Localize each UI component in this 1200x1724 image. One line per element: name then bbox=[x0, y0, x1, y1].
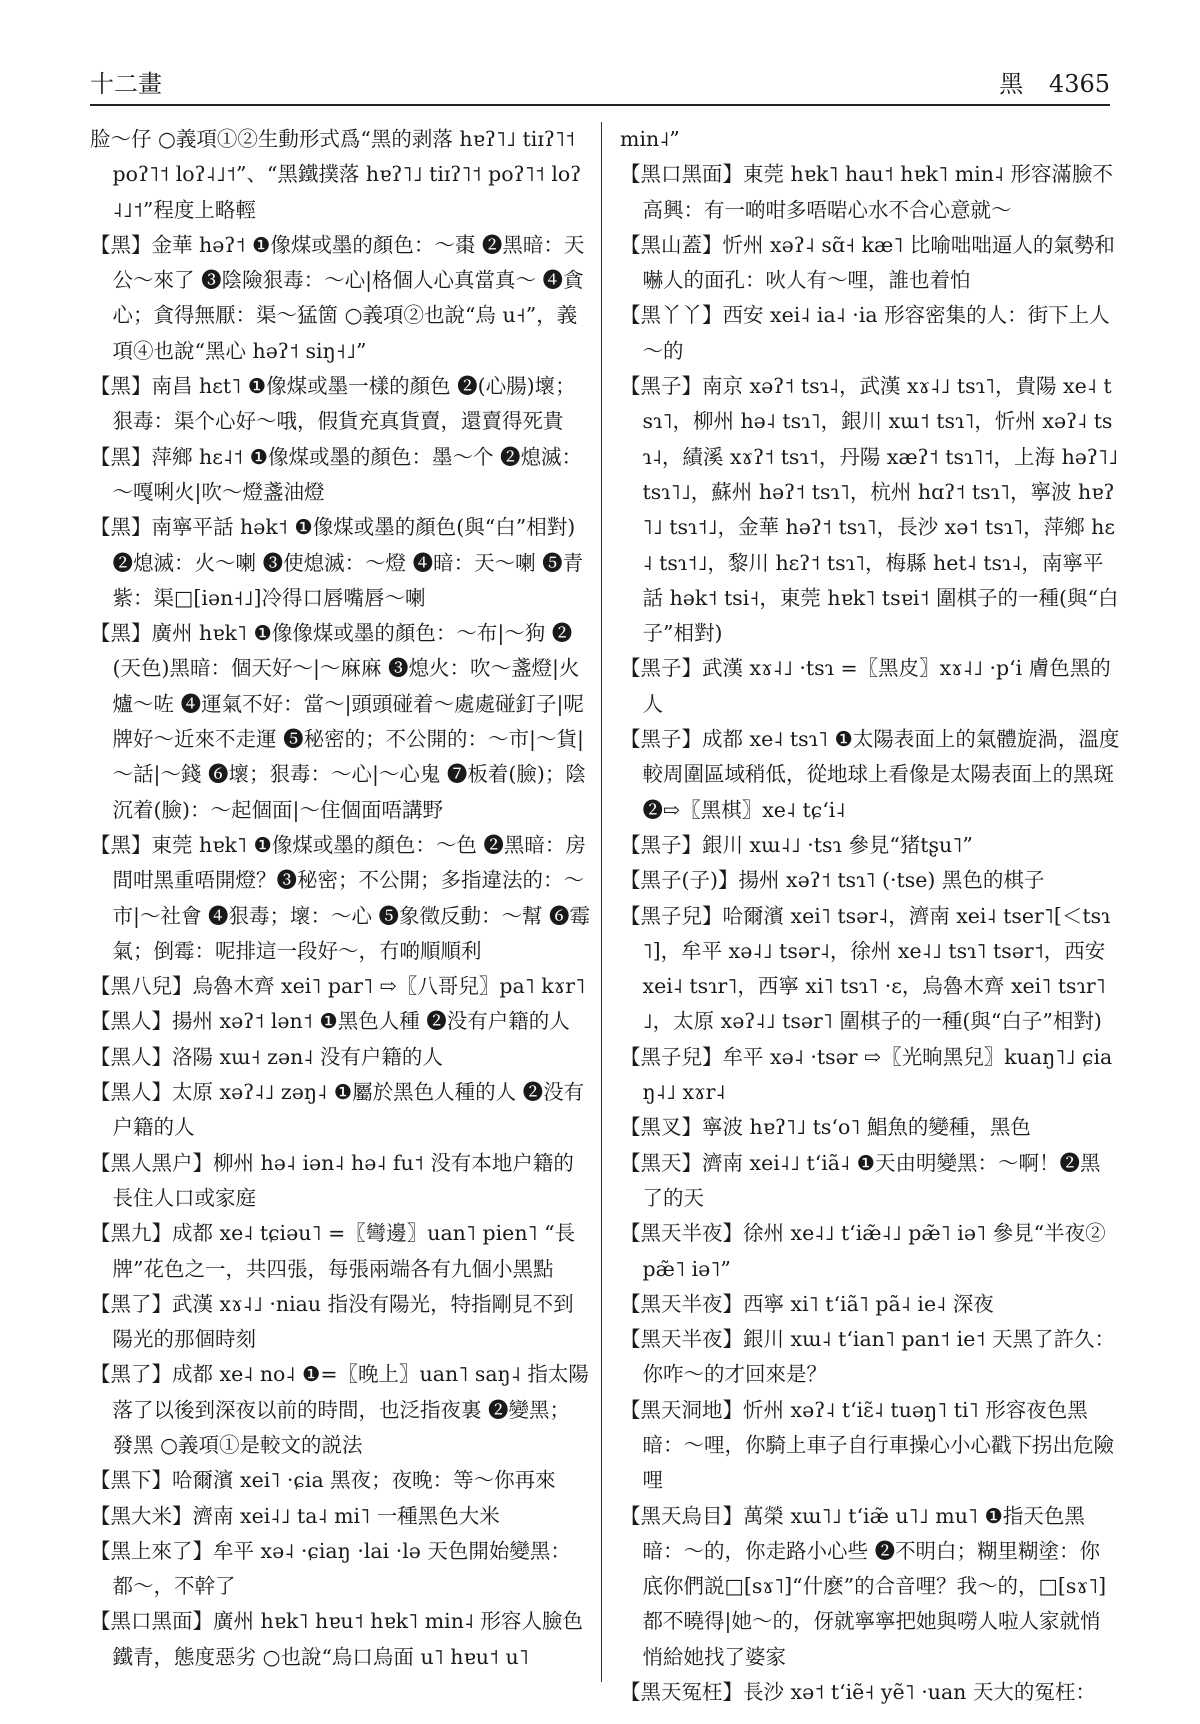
dictionary-entry: 【黑】東莞 hɐk˥ ❶像煤或墨的顏色：～色 ❷黑暗：房間咁黑重唔開燈？❸秘密；不公開；多指違法的：～市|～社會 ❹狠毒；壞：～心 ❺象徵反動：～幫 ❻霉氣；倒霉：呢排這一段好～，冇啲順順利 bbox=[90, 832, 591, 963]
section-title: 十二畫 bbox=[90, 70, 162, 98]
dictionary-entry: 【黑人】太原 xəʔ˨˩ zəŋ˨ ❶屬於黑色人種的人 ❷没有户籍的人 bbox=[90, 1080, 585, 1140]
headword: 黑 bbox=[999, 70, 1024, 98]
dictionary-entry: 【黑人】洛陽 xɯ˧ zən˨ 没有户籍的人 bbox=[90, 1044, 443, 1069]
dictionary-entry: 【黑】金華 həʔ˦ ❶像煤或墨的顏色：～棗 ❷黑暗：天公～來了 ❸陰險狠毒：～心|格個人心真當真～ ❹貪心；貪得無厭：渠～猛箇 ○義項②也說“烏 u˧”，義項④也說“黑心 həʔ˦ siŋ˧˩” bbox=[90, 232, 585, 363]
dictionary-entry: 【黑了】成都 xe˨ no˨ ❶=〖晚上〗uan˥ saŋ˨ 指太陽落了以後到深夜以前的時間，也泛指夜裏 ❷變黑；發黑 ○義項①是較文的説法 bbox=[90, 1362, 589, 1457]
column-divider bbox=[601, 122, 602, 1682]
dictionary-entry: 【黑叉】寧波 hɐʔ˥˩ tsʻo˥ 鯧魚的變種，黑色 bbox=[620, 1115, 1031, 1140]
dictionary-entry: 【黑子兒】哈爾濱 xei˥ tsər˨，濟南 xei˨ tser˥[＜tsɿ˥]，牟平 xə˨˩ tsər˨，徐州 xe˨˩ tsɿ˥ tsər˦，西安 xei˨ tsɿr˥，西寧 xi˥ tsɿ˥ ·ɛ，烏魯木齊 xei˥ tsɿr˥˩，太原 xəʔ˨˩ tsər˥ 圍棋子的一種(與“白子”相對) bbox=[620, 903, 1111, 1034]
dictionary-entry: 【黑口黑面】東莞 hɐk˥ hau˦ hɐk˥ min˨ 形容滿臉不高興：有一啲咁多唔啱心水不合心意就～ bbox=[620, 162, 1114, 222]
page-number: 4365 bbox=[1048, 70, 1110, 98]
dictionary-entry: min˨” bbox=[620, 127, 680, 151]
dictionary-entry: 【黑子(子)】揚州 xəʔ˦ tsɿ˥ (·tse) 黑色的棋子 bbox=[620, 868, 1045, 893]
dictionary-entry: 【黑下】哈爾濱 xei˥ ·ɕia 黑夜；夜晚：等～你再來 bbox=[90, 1468, 556, 1493]
dictionary-entry: 【黑】廣州 hɐk˥ ❶像像煤或墨的顏色：～布|～狗 ❷(天色)黑暗：個天好～|～麻麻 ❸熄火：吹～盞燈|火爐～咗 ❹運氣不好：當～|頭頭碰着～處處碰釘子|呢牌好～近來不走運 ❺秘密的；不公開的：～市|～貨|～話|～錢 ❻壞；狠毒：～心|～心鬼 ❼板着(臉)；陰沉着(臉)：～起個面|～住個面唔講野 bbox=[90, 621, 586, 822]
dictionary-entry: 【黑上來了】牟平 xə˨ ·ɕiaŋ ·lai ·lə 天色開始變黑：都～，不幹了 bbox=[90, 1538, 571, 1599]
dictionary-entry: 【黑丫丫】西安 xei˨ ia˨ ·ia 形容密集的人：街下上人～的 bbox=[620, 303, 1110, 363]
page-info bbox=[981, 64, 1110, 99]
dictionary-entry: 【黑了】武漢 xɤ˨˩ ·niau 指没有陽光，特指剛見不到陽光的那個時刻 bbox=[90, 1291, 574, 1352]
dictionary-entry: 【黑天半夜】西寧 xi˥ tʻiã˥ pã˨ ie˨ 深夜 bbox=[620, 1291, 994, 1316]
dictionary-entry: 【黑子】成都 xe˨ tsɿ˥ ❶太陽表面上的氣體旋渦，溫度較周圍區域稍低，從地球上看像是太陽表面上的黑斑 ❷⇨〖黑棋〗xe˨ tɕʻi˨ bbox=[620, 727, 1120, 822]
dictionary-entry: 【黑人】揚州 xəʔ˦ lən˦ ❶黑色人種 ❷没有户籍的人 bbox=[90, 1009, 570, 1034]
dictionary-entry: 【黑天烏目】萬榮 xɯ˥˩ tʻiæ̃ u˥˩ mu˥ ❶指天色黑暗：～的，你走路小心些 ❷不明白；糊里糊塗：你底你們説□[sɤ˥]“什麽”的合音哩？我～的，□[sɤ˥]都不曉得|她～的，伢就寧寧把她與嘮人啦人家就悄悄給她找了婆家 bbox=[620, 1503, 1107, 1669]
dictionary-entry: 【黑天半夜】徐州 xe˨˩ tʻiæ̃˨˩ pæ̃˥ iə˥ 參見“半夜② pæ̃˥ iə˥” bbox=[620, 1221, 1106, 1281]
dictionary-entry: 【黑子兒】牟平 xə˨ ·tsər ⇨〖光晌黑兒〗kuaŋ˥˩ ɕiaŋ˨˩ xɤr˨ bbox=[620, 1044, 1113, 1105]
dictionary-entry: 【黑八兒】烏魯木齊 xei˥ par˥ ⇨〖八哥兒〗pa˥ kɤr˥ bbox=[90, 974, 586, 999]
dictionary-entry: 脸～仔 ○義項①②生動形式爲“黑的剥落 hɐʔ˥˩ tiɪʔ˥˦ poʔ˥˦ loʔ˨˩˦”、“黑鐵撲落 hɐʔ˥˩ tiɪʔ˥˦ poʔ˥˦ loʔ˨˩˦”程度上略輕 bbox=[90, 127, 582, 222]
dictionary-entry: 【黑天冤枉】長沙 xə˦ tʻiẽ˧ yẽ˥ ·uan 天大的冤枉： bbox=[620, 1680, 1096, 1705]
dictionary-entry: 【黑子】南京 xəʔ˦ tsɿ˨，武漢 xɤ˨˩ tsɿ˥，貴陽 xe˨ tsɿ˥，柳州 hə˨ tsɿ˥，銀川 xɯ˦ tsɿ˥，忻州 xəʔ˨ tsɿ˨，績溪 xɤʔ˦ tsɿ˦，丹陽 xæʔ˦ tsɿ˥˦，上海 həʔ˥˩ tsɿ˥˩，蘇州 həʔ˦ tsɿ˥，杭州 hɑʔ˦ tsɿ˥，寧波 hɐʔ˥˩ tsɿ˦˩，金華 həʔ˦ tsɿ˥，長沙 xə˦ tsɿ˥，萍鄉 hɛ˨ tsɿ˦˩，黎川 hɛʔ˦ tsɿ˥，梅縣 het˨ tsɿ˨，南寧平話 hək˦ tsi˧，東莞 hɐk˥ tsɐi˦ 圍棋子的一種(與“白子”相對) bbox=[620, 374, 1119, 646]
dictionary-entry: 【黑子】武漢 xɤ˨˩ ·tsɿ =〖黑皮〗xɤ˨˩ ·pʻi 膚色黑的人 bbox=[620, 656, 1111, 716]
dictionary-entry: 【黑口黑面】廣州 hɐk˥ hɐu˦ hɐk˥ min˨ 形容人臉色鐵青，態度惡劣 ○也說“烏口烏面 u˥ hɐu˦ u˥ bbox=[90, 1609, 584, 1669]
dictionary-entry: 【黑人黑户】柳州 hə˨ iən˨ hə˨ fu˦ 没有本地户籍的長住人口或家庭 bbox=[90, 1150, 574, 1210]
dictionary-entry: 【黑天半夜】銀川 xɯ˨ tʻian˥ pan˦ ie˦ 天黑了許久：你咋～的才回來是？ bbox=[620, 1327, 1115, 1387]
dictionary-entry: 【黑】萍鄉 hɛ˨˦ ❶像煤或墨的顏色：墨～个 ❷熄滅：～嘎唎火|吹～燈盞油燈 bbox=[90, 444, 582, 504]
dictionary-entry: 【黑九】成都 xe˨ tɕiəu˥ =〖彎邊〗uan˥ pien˥ “長牌”花色之一，共四張，每張兩端各有九個小黑點 bbox=[90, 1221, 576, 1281]
dictionary-entry: 【黑大米】濟南 xei˨˩ ta˨ mi˥ 一種黑色大米 bbox=[90, 1503, 500, 1528]
dictionary-entry: 【黑山蓋】忻州 xəʔ˨ sɑ̃˧ kæ˥ 比喻咄咄逼人的氣勢和嚇人的面孔：吙人有～哩，誰也着怕 bbox=[620, 232, 1115, 293]
page-header bbox=[90, 60, 1110, 106]
dictionary-entry: 【黑子】銀川 xɯ˨˩ ·tsɿ 參見“猪tʂu˥” bbox=[620, 832, 973, 857]
dictionary-entry: 【黑天洞地】忻州 xəʔ˨ tʻiɛ̃˨ tuəŋ˥ ti˥ 形容夜色黑暗：～哩，你騎上車子自行車操心小心戳下拐出危險哩 bbox=[620, 1397, 1115, 1493]
dictionary-entry: 【黑】南昌 hɛt˥ ❶像煤或墨一樣的顏色 ❷(心腸)壞；狠毒：渠个心好～哦，假貨充真貨賣，還賣得死貴 bbox=[90, 374, 576, 434]
dictionary-entry: 【黑】南寧平話 hək˦ ❶像煤或墨的顏色(與“白”相對) ❷熄滅：火～喇 ❸使熄滅：～燈 ❹暗：天～喇 ❺青紫：渠□[iən˧˩]冷得口唇嘴唇～喇 bbox=[90, 515, 584, 610]
right-column bbox=[620, 122, 1120, 1710]
left-column bbox=[90, 122, 590, 1675]
dictionary-entry: 【黑天】濟南 xei˨˩ tʻiã˨ ❶天由明變黑：～啊！❷黑了的天 bbox=[620, 1150, 1101, 1210]
